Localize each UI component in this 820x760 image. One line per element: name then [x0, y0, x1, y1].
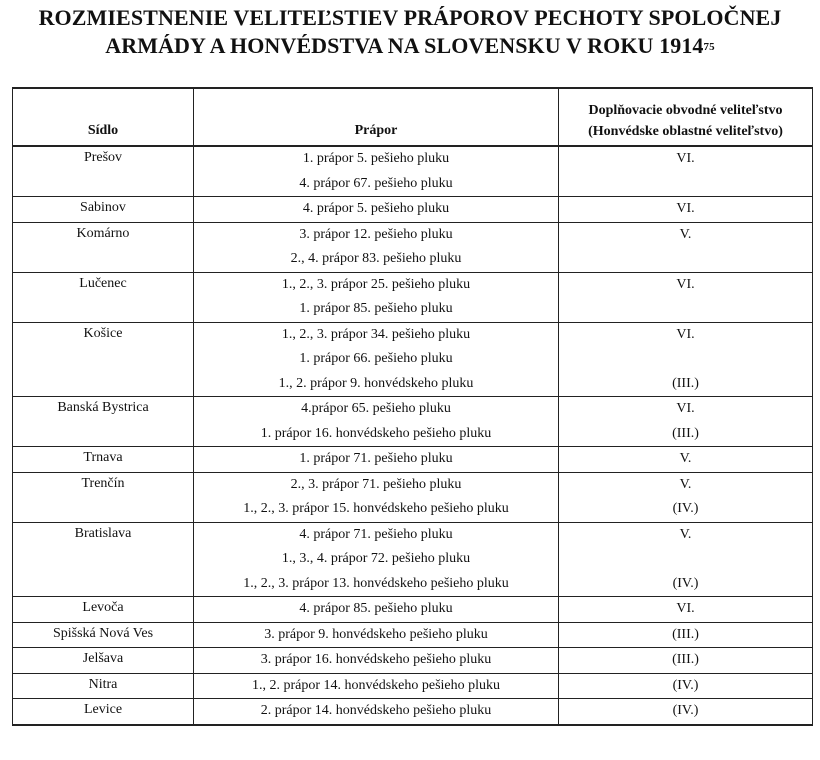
sidlo-text: Lučenec: [79, 275, 127, 291]
sidlo-text: Nitra: [88, 676, 118, 692]
cell-prapor: [194, 648, 559, 674]
table-row: [13, 447, 813, 473]
velitelstvo-text: (III.): [672, 652, 699, 667]
prapor-text: 1., 2., 3. prápor 15. honvédskeho pešieho pluku: [243, 501, 509, 516]
page-title: [0, 4, 820, 60]
table-row: [13, 222, 813, 272]
velitelstvo-text: (III.): [672, 626, 699, 642]
cell-sidlo: [13, 397, 194, 447]
velitelstvo-text: VI.: [676, 601, 695, 616]
cell-sidlo: [13, 197, 194, 223]
velitelstvo-text: V.: [679, 526, 692, 542]
title-line-2-text: ARMÁDY A HONVÉDSTVA NA SLOVENSKU V ROKU 1914: [105, 33, 704, 58]
cell-velitelstvo: [559, 146, 813, 197]
table-row: [13, 673, 813, 699]
table-header-row: [13, 88, 813, 146]
prapor-text: 4.prápor 65. pešieho pluku: [301, 401, 451, 416]
cell-velitelstvo: [559, 197, 813, 223]
prapor-text: 1. prápor 5. pešieho pluku: [302, 151, 450, 166]
sidlo-text: Prešov: [83, 150, 123, 165]
cell-velitelstvo: [559, 447, 813, 473]
table-row: [13, 197, 813, 223]
cell-sidlo: [13, 146, 194, 197]
cell-velitelstvo: [559, 322, 813, 397]
cell-prapor: [194, 222, 559, 272]
prapor-text: 4. prápor 5. pešieho pluku: [302, 201, 450, 216]
prapor-text: 1., 2. prápor 9. honvédskeho pluku: [278, 375, 474, 391]
title-line-2: [0, 32, 820, 60]
cell-prapor: [194, 322, 559, 397]
velitelstvo-text: [559, 247, 812, 272]
cell-velitelstvo: [559, 673, 813, 699]
table-row: [13, 272, 813, 322]
cell-velitelstvo: [559, 622, 813, 648]
sidlo-text: Sabinov: [80, 200, 126, 215]
prapor-text: 1., 2. prápor 14. honvédskeho pešieho pluku: [251, 677, 501, 693]
cell-velitelstvo: [559, 699, 813, 725]
cell-prapor: [194, 272, 559, 322]
velitelstvo-text: (III.): [672, 375, 699, 391]
cell-velitelstvo: [559, 648, 813, 674]
cell-sidlo: [13, 648, 194, 674]
prapor-text: 3. prápor 9. honvédskeho pešieho pluku: [264, 626, 488, 642]
cell-sidlo: [13, 597, 194, 623]
cell-prapor: [194, 397, 559, 447]
velitelstvo-text: VI.: [676, 326, 695, 342]
table-row: [13, 397, 813, 447]
prapor-text: 3. prápor 16. honvédskeho pešieho pluku: [260, 652, 492, 667]
cell-sidlo: [13, 322, 194, 397]
sidlo-text: Banská Bystrica: [57, 400, 149, 415]
cell-sidlo: [13, 673, 194, 699]
table-row: [13, 472, 813, 522]
prapor-text: 1., 2., 3. prápor 25. pešieho pluku: [281, 276, 471, 292]
cell-prapor: [194, 447, 559, 473]
prapor-text: 2., 4. prápor 83. pešieho pluku: [290, 251, 462, 266]
header-sidlo: Sídlo: [13, 88, 194, 146]
sidlo-text: Košice: [83, 325, 123, 341]
velitelstvo-text: VI.: [676, 401, 695, 416]
velitelstvo-text: (IV.): [672, 677, 699, 693]
sidlo-text: Bratislava: [74, 525, 132, 541]
cell-prapor: [194, 673, 559, 699]
sidlo-text: Levoča: [82, 600, 124, 615]
cell-prapor: [194, 622, 559, 648]
velitelstvo-text: (IV.): [672, 501, 699, 516]
table-row: [13, 648, 813, 674]
prapor-text: 1. prápor 66. pešieho pluku: [299, 351, 453, 366]
cell-prapor: [194, 699, 559, 725]
prapor-text: 4. prápor 71. pešieho pluku: [299, 526, 453, 542]
cell-sidlo: [13, 472, 194, 522]
title-footnote-marker: 75: [703, 41, 715, 53]
cell-prapor: [194, 522, 559, 597]
cell-velitelstvo: [559, 597, 813, 623]
header-velitelstvo: [559, 88, 813, 146]
cell-prapor: [194, 197, 559, 223]
velitelstvo-text: (III.): [672, 425, 699, 441]
velitelstvo-text: [559, 297, 812, 322]
velitelstvo-text: (IV.): [672, 575, 699, 591]
sidlo-text: Trnava: [83, 450, 123, 465]
prapor-text: 1. prápor 71. pešieho pluku: [299, 451, 453, 466]
table-row: [13, 597, 813, 623]
sidlo-text: Komárno: [76, 225, 130, 241]
prapor-text: 2. prápor 14. honvédskeho pešieho pluku: [260, 703, 492, 718]
prapor-text: 1., 2., 3. prápor 34. pešieho pluku: [281, 326, 471, 342]
cell-prapor: [194, 146, 559, 197]
cell-velitelstvo: [559, 397, 813, 447]
prapor-text: 1., 2., 3. prápor 13. honvédskeho pešieho pluku: [243, 575, 509, 591]
cell-sidlo: [13, 447, 194, 473]
cell-prapor: [194, 472, 559, 522]
cell-sidlo: [13, 699, 194, 725]
table-row: [13, 622, 813, 648]
velitelstvo-text: [559, 172, 812, 197]
prapor-text: 1. prápor 85. pešieho pluku: [299, 301, 453, 316]
cell-velitelstvo: [559, 222, 813, 272]
cell-velitelstvo: [559, 522, 813, 597]
velitelstvo-text: [559, 347, 812, 372]
cell-velitelstvo: [559, 472, 813, 522]
table-body: [13, 146, 813, 725]
velitelstvo-text: V.: [679, 451, 692, 466]
prapor-text: 2., 3. prápor 71. pešieho pluku: [290, 476, 462, 492]
table-row: [13, 522, 813, 597]
prapor-text: 4. prápor 85. pešieho pluku: [299, 601, 453, 616]
velitelstvo-text: VI.: [676, 201, 695, 216]
prapor-text: 4. prápor 67. pešieho pluku: [299, 175, 453, 191]
prapor-text: 3. prápor 12. pešieho pluku: [299, 226, 453, 242]
sidlo-text: Trenčín: [81, 475, 125, 491]
garrison-table: [12, 87, 813, 726]
table-row: [13, 322, 813, 397]
velitelstvo-text: VI.: [676, 276, 695, 292]
table-row: [13, 146, 813, 197]
velitelstvo-text: V.: [679, 476, 692, 492]
sidlo-text: Jelšava: [82, 651, 124, 666]
cell-sidlo: [13, 272, 194, 322]
sidlo-text: Spišská Nová Ves: [52, 625, 154, 641]
velitelstvo-text: (IV.): [672, 703, 699, 718]
cell-sidlo: [13, 222, 194, 272]
table-row: [13, 699, 813, 725]
prapor-text: 1., 3., 4. prápor 72. pešieho pluku: [281, 551, 471, 566]
sidlo-text: Levice: [83, 702, 123, 717]
title-line-1: ROZMIESTNENIE VELITEĽSTIEV PRÁPOROV PECHOTY SPOLOČNEJ: [38, 5, 782, 30]
cell-velitelstvo: [559, 272, 813, 322]
prapor-text: 1. prápor 16. honvédskeho pešieho pluku: [260, 425, 492, 441]
cell-sidlo: [13, 522, 194, 597]
header-velitelstvo-line-1: Doplňovacie obvodné veliteľstvo: [588, 103, 783, 118]
velitelstvo-text: VI.: [676, 151, 695, 166]
cell-prapor: [194, 597, 559, 623]
cell-sidlo: [13, 622, 194, 648]
header-velitelstvo-line-2: (Honvédske oblastné veliteľstvo): [588, 124, 783, 139]
header-prapor: Prápor: [194, 88, 559, 146]
velitelstvo-text: [559, 547, 812, 572]
velitelstvo-text: V.: [679, 226, 692, 242]
